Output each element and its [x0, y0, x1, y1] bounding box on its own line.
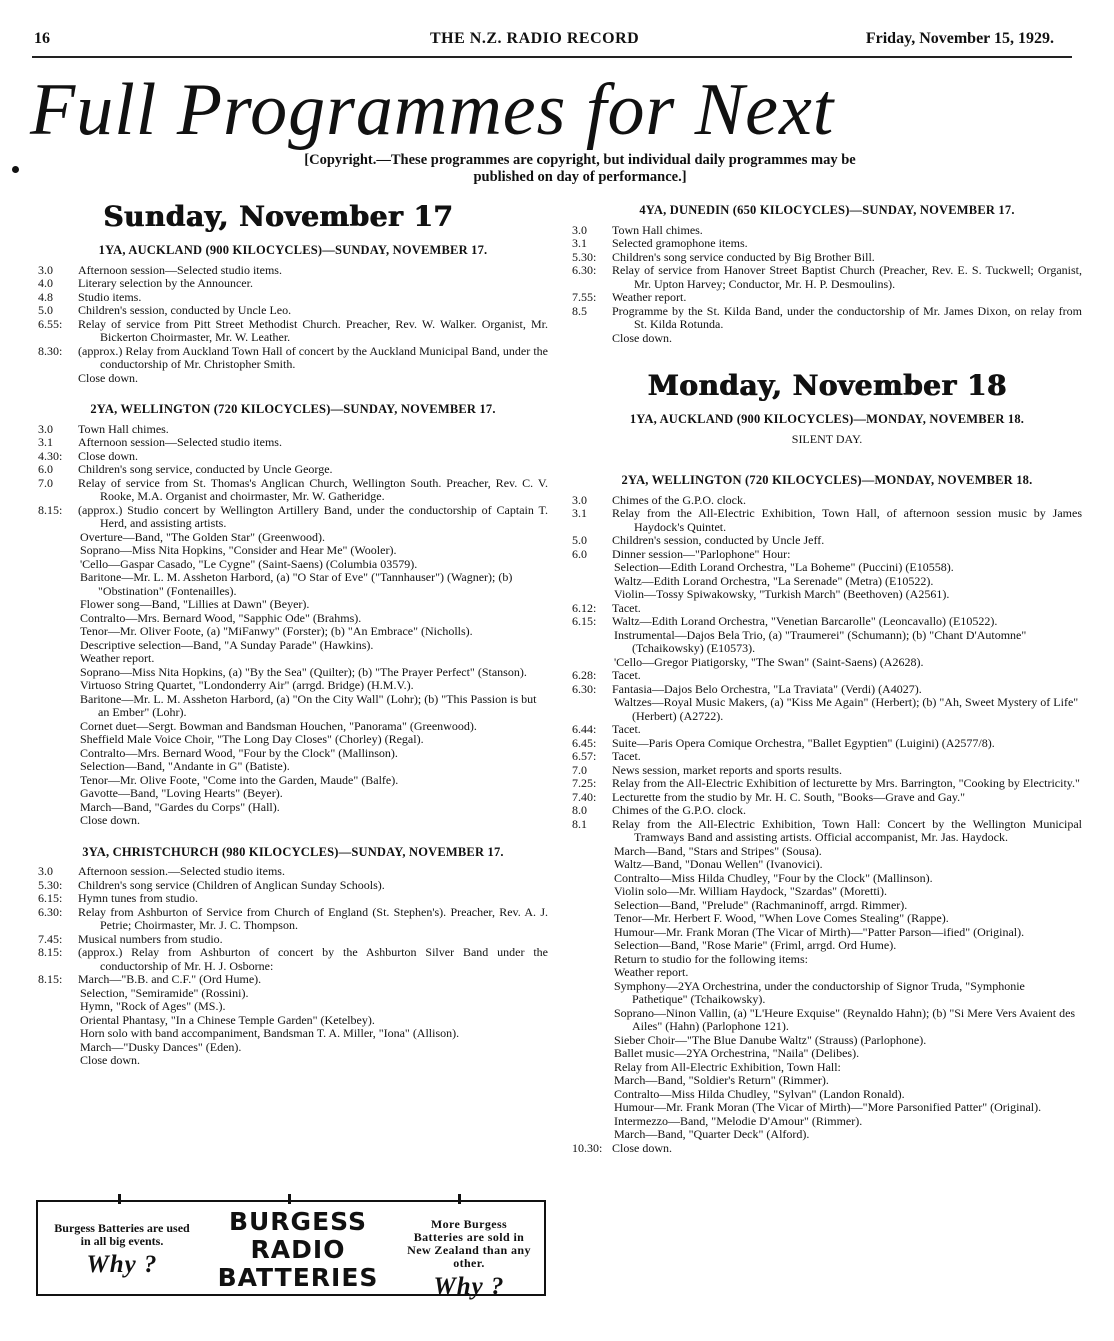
- program-subitem: Instrumental—Dajos Bela Trio, (a) "Traumerei" (Schumann); (b) "Chant D'Automne" (Tchaikowsky) (E10573).: [614, 627, 1027, 655]
- program-subitem: Virtuoso String Quartet, "Londonderry Air" (arrgd. Bridge) (H.M.V.).: [80, 678, 414, 692]
- program-text: Relay from Ashburton of Service from Church of England (St. Stephen's). Preacher, Rev. A. J. Petrie; Choirmaster, Mr. J. C. Thompson.: [78, 904, 548, 932]
- program-subitem: Contralto—Miss Hilda Chudley, "Four by the Clock" (Mallinson).: [614, 870, 933, 885]
- program-sublist: [38, 987, 548, 1068]
- program-time: 5.0: [572, 533, 587, 547]
- program-entry: [572, 264, 1082, 291]
- program-entry: [572, 291, 1082, 305]
- program-text: Afternoon session—Selected studio items.: [78, 435, 282, 449]
- program-text: Relay of service from Pitt Street Methodist Church. Preacher, Rev. W. Walker. Organist, Mr. Bickerton Choirmaster, Mr. W. Leather.: [78, 316, 548, 344]
- program-entry: [38, 372, 548, 386]
- program-time: [38, 372, 78, 386]
- program-entry: [38, 892, 548, 906]
- program-subitem: March—Band, "Stars and Stripes" (Sousa).: [614, 843, 822, 858]
- program-subitem: Humour—Mr. Frank Moran (The Vicar of Mirth)—"More Parsonified Patter" (Original).: [614, 1100, 1042, 1114]
- station-2ya-sunday: [38, 403, 548, 828]
- program-subitem: Soprano—Miss Nita Hopkins, (a) "By the Sea" (Quilter); (b) "The Prayer Perfect" (Stanson).: [80, 664, 527, 679]
- program-text: Close down.: [612, 1140, 672, 1155]
- program-subitem: Violin solo—Mr. William Haydock, "Szardas" (Moretti).: [614, 884, 887, 898]
- program-time: 6.30:: [572, 263, 597, 277]
- program-subitem: March—Band, "Soldier's Return" (Rimmer).: [614, 1073, 829, 1087]
- ad-right-text: More Burgess Batteries are sold in New Zealand than any other.: [407, 1217, 531, 1270]
- program-text: Relay from the All-Electric Exhibition of lecturette by Mrs. Barrington, "Cooking by Electricity.": [612, 776, 1080, 790]
- program-time: 3.1: [572, 506, 587, 520]
- program-time: 6.44:: [572, 722, 597, 736]
- ad-border-mark: [458, 1194, 461, 1204]
- program-subitem: Baritone—Mr. L. M. Assheton Harbord, (a) "On the City Wall" (Lohr); (b) "This Passion is but an Ember" (Lohr).: [80, 691, 537, 719]
- program-subitem: Tenor—Mr. Oliver Foote, (a) "MiFanwy" (Forster); (b) "An Embrace" (Nicholls).: [80, 624, 473, 638]
- program-entry: [572, 237, 1082, 251]
- program-text: Dinner session—"Parlophone" Hour:: [612, 546, 791, 561]
- station-3ya-sunday: [38, 846, 548, 1068]
- program-time: 6.30:: [572, 681, 597, 696]
- program-text: Afternoon session—Selected studio items.: [78, 262, 282, 277]
- program-list: [572, 1142, 1082, 1156]
- program-entry: [38, 906, 548, 933]
- program-text: Tacet.: [612, 668, 641, 682]
- program-entry: [38, 504, 548, 531]
- program-text: Children's song service, conducted by Uncle George.: [78, 462, 333, 476]
- burgess-advertisement: [36, 1200, 546, 1300]
- program-time: 5.30:: [572, 249, 597, 264]
- program-entry: [572, 777, 1082, 791]
- program-sublist: [572, 845, 1082, 1142]
- program-subitem: Waltzes—Royal Music Makers, (a) "Kiss Me Again" (Herbert); (b) "Ah, Sweet Mystery of Life" (Herbert) (A2722).: [614, 695, 1079, 723]
- station-heading: 3YA, CHRISTCHURCH (980 KILOCYCLES)—SUNDAY, NOVEMBER 17.: [82, 844, 504, 859]
- program-subitem: Baritone—Mr. L. M. Assheton Harbord, (a) "O Star of Eve" ("Tannhauser") (Wagner); (b) "Obstination" (Fontenailles).: [80, 570, 513, 598]
- program-subitem: Humour—Mr. Frank Moran (The Vicar of Mirth)—"Patter Parson—ified" (Original).: [614, 924, 1025, 939]
- program-entry: [572, 723, 1082, 737]
- margin-dot: [12, 166, 19, 173]
- program-text: Relay from the All-Electric Exhibition, Town Hall, of afternoon session music by James Haydock's Quintet.: [612, 506, 1082, 534]
- program-time: 7.0: [38, 475, 53, 490]
- issue-date: Friday, November 15, 1929.: [865, 30, 1054, 47]
- page-header: [32, 28, 1072, 52]
- program-entry: [38, 477, 548, 504]
- program-entry: [38, 933, 548, 947]
- program-text: Chimes of the G.P.O. clock.: [612, 492, 746, 507]
- program-time: 6.0: [572, 546, 587, 561]
- program-subitem: Tenor—Mr. Herbert F. Wood, "When Love Comes Stealing" (Rappe).: [614, 911, 949, 925]
- program-list: [38, 423, 548, 531]
- program-entry: [572, 683, 1082, 697]
- program-text: Studio items.: [78, 289, 142, 304]
- program-text: Children's session, conducted by Uncle Leo.: [78, 303, 292, 317]
- program-subitem: Selection—Edith Lorand Orchestra, "La Boheme" (Puccini) (E10558).: [614, 560, 954, 574]
- program-text: Literary selection by the Announcer.: [78, 276, 253, 290]
- program-entry: [38, 463, 548, 477]
- program-entry: [572, 791, 1082, 805]
- program-text: Programme by the St. Kilda Band, under the conductorship of Mr. James Dixon, on relay from St. Kilda Rotunda.: [612, 303, 1082, 331]
- program-time: 3.0: [572, 492, 587, 507]
- page-title: Full Programmes for Next: [30, 69, 835, 151]
- program-subitem: Selection—Band, "Andante in G" (Batiste).: [80, 759, 290, 773]
- program-entry: [572, 737, 1082, 751]
- program-subitem: March—"Dusky Dances" (Eden).: [80, 1039, 242, 1054]
- program-time: 8.0: [572, 803, 587, 817]
- program-subitem: Waltz—Band, "Donau Wellen" (Ivanovici).: [614, 857, 823, 871]
- program-time: 7.0: [572, 762, 587, 777]
- program-text: Suite—Paris Opera Comique Orchestra, "Ballet Egyptien" (Luigini) (A2577/8).: [612, 735, 995, 750]
- program-entry: [572, 818, 1082, 845]
- program-subitem: March—Band, "Gardes du Corps" (Hall).: [80, 799, 280, 814]
- program-entry: [38, 345, 548, 372]
- program-time: 8.5: [572, 303, 587, 318]
- program-subitem: Sheffield Male Voice Choir, "The Long Day Closes" (Chorley) (Regal).: [80, 732, 424, 746]
- program-subitem: Overture—Band, "The Golden Star" (Greenwood).: [80, 529, 326, 544]
- program-subitem: Weather report.: [614, 965, 689, 979]
- program-subitem: Close down.: [80, 813, 140, 827]
- program-subitem: Close down.: [80, 1053, 140, 1067]
- program-time: 5.30:: [38, 877, 63, 892]
- program-time: 8.15:: [38, 502, 63, 517]
- program-list: [572, 494, 1082, 562]
- program-subitem: Cornet duet—Sergt. Bowman and Bandsman Houchen, "Panorama" (Greenwood).: [80, 718, 477, 733]
- program-subitem: Tenor—Mr. Olive Foote, "Come into the Garden, Maude" (Balfe).: [80, 772, 399, 787]
- program-time: 5.0: [38, 303, 53, 317]
- program-subitem: March—Band, "Quarter Deck" (Alford).: [614, 1127, 810, 1141]
- program-subitem: Ballet music—2YA Orchestrina, "Naila" (Delibes).: [614, 1046, 860, 1060]
- program-text: Afternoon session.—Selected studio items.: [78, 864, 285, 878]
- station-heading: 1YA, AUCKLAND (900 KILOCYCLES)—MONDAY, NOVEMBER 18.: [629, 412, 1025, 426]
- program-text: Waltz—Edith Lorand Orchestra, "Venetian Barcarolle" (Leoncavallo) (E10522).: [612, 614, 998, 628]
- ad-brand-line: BATTERIES: [217, 1263, 379, 1292]
- program-entry: [572, 494, 1082, 508]
- program-subitem: Descriptive selection—Band, "A Sunday Parade" (Hawkins).: [80, 637, 374, 652]
- program-entry: [572, 804, 1082, 818]
- program-entry: [572, 305, 1082, 332]
- ad-brand-line: RADIO: [250, 1235, 346, 1264]
- program-text: (approx.) Relay from Auckland Town Hall of concert by the Auckland Municipal Band, under the conductorship of Mr. Christopher Smith.: [78, 343, 548, 371]
- program-entry: [572, 224, 1082, 238]
- page-number: 16: [34, 30, 50, 47]
- station-1ya-sunday: [38, 244, 548, 385]
- program-subitem: 'Cello—Gaspar Casado, "Le Cygne" (Saint-Saens) (Columbia 03579).: [80, 556, 418, 571]
- program-entry: [38, 264, 548, 278]
- ad-brand-line: BURGESS: [228, 1207, 368, 1236]
- program-entry: [572, 615, 1082, 629]
- program-entry: [572, 669, 1082, 683]
- program-time: 10.30:: [572, 1140, 603, 1155]
- program-time: 4.8: [38, 289, 53, 304]
- program-time: 3.0: [572, 222, 587, 237]
- program-time: 6.15:: [38, 891, 63, 905]
- program-time: 6.28:: [572, 668, 597, 682]
- program-time: 6.12:: [572, 600, 597, 615]
- program-entry: [572, 1142, 1082, 1156]
- program-subitem: Contralto—Miss Hilda Chudley, "Sylvan" (Landon Ronald).: [614, 1086, 905, 1101]
- program-subitem: Intermezzo—Band, "Melodie D'Amour" (Rimmer).: [614, 1113, 863, 1128]
- program-text: Relay from the All-Electric Exhibition, Town Hall: Concert by the Wellington Municipal Tramways Band and assisting artists. Official accompanist, Mr. Jas. Haydock.: [612, 816, 1082, 844]
- program-subitem: Weather report.: [80, 651, 155, 665]
- program-text: March—"B.B. and C.F." (Ord Hume).: [78, 972, 262, 986]
- program-time: 6.30:: [38, 904, 63, 919]
- program-time: 3.1: [572, 236, 587, 250]
- program-subitem: Selection, "Semiramide" (Rossini).: [80, 985, 249, 1000]
- program-entry: [38, 277, 548, 291]
- program-text: Close down.: [612, 330, 672, 345]
- program-text: News session, market reports and sports results.: [612, 762, 842, 777]
- program-entry: [572, 548, 1082, 562]
- program-time: 4.30:: [38, 448, 63, 463]
- program-entry: [38, 423, 548, 437]
- program-text: Children's song service conducted by Big Brother Bill.: [612, 249, 875, 264]
- program-entry: [38, 318, 548, 345]
- header-rule: [32, 56, 1072, 58]
- program-subitem: Contralto—Mrs. Bernard Wood, "Sapphic Ode" (Brahms).: [80, 610, 362, 625]
- silent-day-note: SILENT DAY.: [791, 431, 863, 446]
- ad-right-panel: [406, 1217, 532, 1300]
- program-text: Weather report.: [612, 290, 687, 304]
- program-subitem: Flower song—Band, "Lillies at Dawn" (Beyer).: [80, 597, 310, 611]
- ad-right-why: Why ?: [433, 1273, 505, 1300]
- program-time: 6.0: [38, 462, 53, 476]
- program-list: [572, 224, 1082, 346]
- ad-border-mark: [288, 1194, 291, 1204]
- program-entry: [572, 764, 1082, 778]
- program-sublist: [572, 629, 1082, 670]
- program-text: Tacet.: [612, 722, 641, 736]
- program-text: Children's session, conducted by Uncle Jeff.: [612, 533, 825, 547]
- program-time: 7.40:: [572, 789, 597, 804]
- program-subitem: Symphony—2YA Orchestrina, under the conductorship of Signor Truda, "Symphonie Pathetique" (Tchaikowsky).: [614, 978, 1025, 1006]
- program-subitem: Violin—Tossy Spiwakowsky, "Turkish March" (Beethoven) (A2561).: [614, 587, 950, 601]
- program-time: 6.57:: [572, 749, 597, 763]
- program-entry: [38, 973, 548, 987]
- program-text: Relay of service from St. Thomas's Anglican Church, Wellington South. Preacher, Rev. C. V. Rooke, M.A. Organist and choirmaster, Mr. W. Gatheridge.: [78, 475, 548, 503]
- program-entry: [38, 291, 548, 305]
- program-text: Chimes of the G.P.O. clock.: [612, 803, 746, 817]
- program-entry: [572, 750, 1082, 764]
- program-text: Fantasia—Dajos Belo Orchestra, "La Traviata" (Verdi) (A4027).: [612, 681, 922, 696]
- program-text: (approx.) Relay from Ashburton of concert by the Ashburton Silver Band under the conductorship of Mr. H. J. Osborne:: [78, 945, 548, 973]
- publication-name: THE N.Z. RADIO RECORD: [430, 30, 640, 47]
- program-subitem: Hymn, "Rock of Ages" (MS.).: [80, 999, 226, 1013]
- station-heading: 2YA, WELLINGTON (720 KILOCYCLES)—SUNDAY, NOVEMBER 17.: [90, 402, 496, 416]
- program-list: [572, 669, 1082, 696]
- program-subitem: Relay from All-Electric Exhibition, Town Hall:: [614, 1059, 841, 1074]
- program-entry: [38, 879, 548, 893]
- program-time: 6.45:: [572, 735, 597, 750]
- program-subitem: Sieber Choir—"The Blue Danube Waltz" (Strauss) (Parlophone).: [614, 1032, 927, 1047]
- program-subitem: Horn solo with band accompaniment, Bandsman T. A. Miller, "Iona" (Allison).: [80, 1026, 460, 1040]
- program-entry: [38, 436, 548, 450]
- program-time: 7.55:: [572, 290, 597, 304]
- program-subitem: Return to studio for the following items:: [614, 951, 808, 966]
- program-text: Close down.: [78, 448, 138, 463]
- program-sublist: [38, 531, 548, 828]
- program-subitem: 'Cello—Gregor Piatigorsky, "The Swan" (Saint-Saens) (A2628).: [614, 654, 924, 669]
- program-text: Town Hall chimes.: [612, 222, 703, 237]
- station-4ya-sunday: [572, 204, 1082, 345]
- program-time: 3.0: [38, 421, 53, 436]
- program-text: Musical numbers from studio.: [78, 931, 223, 946]
- program-entry: [572, 534, 1082, 548]
- program-time: 3.0: [38, 864, 53, 878]
- program-list: [572, 602, 1082, 629]
- program-time: 8.30:: [38, 343, 63, 358]
- program-text: Lecturette from the studio by Mr. H. C. South, "Books—Grave and Gay.": [612, 789, 965, 804]
- program-text: Close down.: [78, 370, 138, 385]
- ad-left-why: Why ?: [86, 1251, 158, 1278]
- program-subitem: Waltz—Edith Lorand Orchestra, "La Serenade" (Metra) (E10522).: [614, 573, 934, 588]
- program-text: Hymn tunes from studio.: [78, 891, 198, 905]
- program-text: Tacet.: [612, 600, 641, 615]
- program-subitem: Selection—Band, "Prelude" (Rachmaninoff, arrgd. Rimmer).: [614, 897, 908, 912]
- program-subitem: Contralto—Mrs. Bernard Wood, "Four by the Clock" (Mallinson).: [80, 745, 398, 760]
- program-time: 3.0: [38, 262, 53, 277]
- program-time: 6.55:: [38, 316, 63, 331]
- program-sublist: [572, 696, 1082, 723]
- station-heading: 1YA, AUCKLAND (900 KILOCYCLES)—SUNDAY, NOVEMBER 17.: [98, 243, 488, 257]
- program-entry: [38, 450, 548, 464]
- ad-border-mark: [118, 1194, 121, 1204]
- station-heading: 4YA, DUNEDIN (650 KILOCYCLES)—SUNDAY, NOVEMBER 17.: [639, 203, 1015, 217]
- station-1ya-monday: [572, 413, 1082, 446]
- program-text: Town Hall chimes.: [78, 421, 169, 436]
- program-entry: [38, 946, 548, 973]
- station-heading: 2YA, WELLINGTON (720 KILOCYCLES)—MONDAY, NOVEMBER 18.: [621, 473, 1033, 487]
- program-list: [38, 865, 548, 987]
- program-time: 3.1: [38, 435, 53, 449]
- program-time: 6.15:: [572, 614, 597, 628]
- program-subitem: Soprano—Miss Nita Hopkins, "Consider and Hear Me" (Wooler).: [80, 543, 397, 557]
- program-subitem: Selection—Band, "Rose Marie" (Friml, arrgd. Ord Hume).: [614, 938, 897, 952]
- program-time: 8.15:: [38, 972, 63, 986]
- ad-brand-logo: [208, 1208, 388, 1292]
- program-entry: [572, 251, 1082, 265]
- program-time: 7.25:: [572, 776, 597, 790]
- program-entry: [572, 602, 1082, 616]
- program-text: (approx.) Studio concert by Wellington Artillery Band, under the conductorship of Captain T. Herd, and assisting artists.: [78, 502, 548, 530]
- program-text: Selected gramophone items.: [612, 236, 748, 250]
- ad-left-text: Burgess Batteries are used in all big events.: [54, 1221, 190, 1248]
- sunday-heading: Sunday, November 17: [102, 200, 454, 233]
- ad-left-panel: [52, 1221, 192, 1278]
- program-subitem: Oriental Phantasy, "In a Chinese Temple Garden" (Ketelbey).: [80, 1012, 375, 1027]
- right-column: [572, 204, 1082, 1155]
- program-entry: [38, 304, 548, 318]
- program-time: 8.1: [572, 816, 587, 831]
- monday-heading: Monday, November 18: [647, 369, 1007, 402]
- program-text: Tacet.: [612, 749, 641, 763]
- program-entry: [572, 332, 1082, 346]
- program-time: [572, 332, 612, 346]
- program-time: 4.0: [38, 276, 53, 290]
- station-2ya-monday: [572, 474, 1082, 1155]
- program-list: [38, 264, 548, 386]
- program-entry: [38, 865, 548, 879]
- program-text: Children's song service (Children of Anglican Sunday Schools).: [78, 877, 385, 892]
- program-subitem: Gavotte—Band, "Loving Hearts" (Beyer).: [80, 786, 283, 800]
- program-entry: [572, 507, 1082, 534]
- program-list: [572, 723, 1082, 845]
- program-subitem: Soprano—Ninon Vallin, (a) "L'Heure Exquise" (Reynaldo Hahn); (b) "Si Mere Vers Avaient des Ailes" (Hahn) (Parlophone 121).: [614, 1005, 1076, 1033]
- program-sublist: [572, 561, 1082, 602]
- program-time: 8.15:: [38, 945, 63, 959]
- program-text: Relay of service from Hanover Street Baptist Church (Preacher, Rev. E. S. Tuckwell; Organist, Mr. Upton Harvey; Conductor, Mr. H. P. Desmoulins).: [612, 263, 1082, 291]
- left-column: [38, 200, 548, 1068]
- program-time: 7.45:: [38, 931, 63, 946]
- copyright-notice: [Copyright.—These programmes are copyright, but individual daily programmes may be published on day of performance.]: [304, 152, 856, 185]
